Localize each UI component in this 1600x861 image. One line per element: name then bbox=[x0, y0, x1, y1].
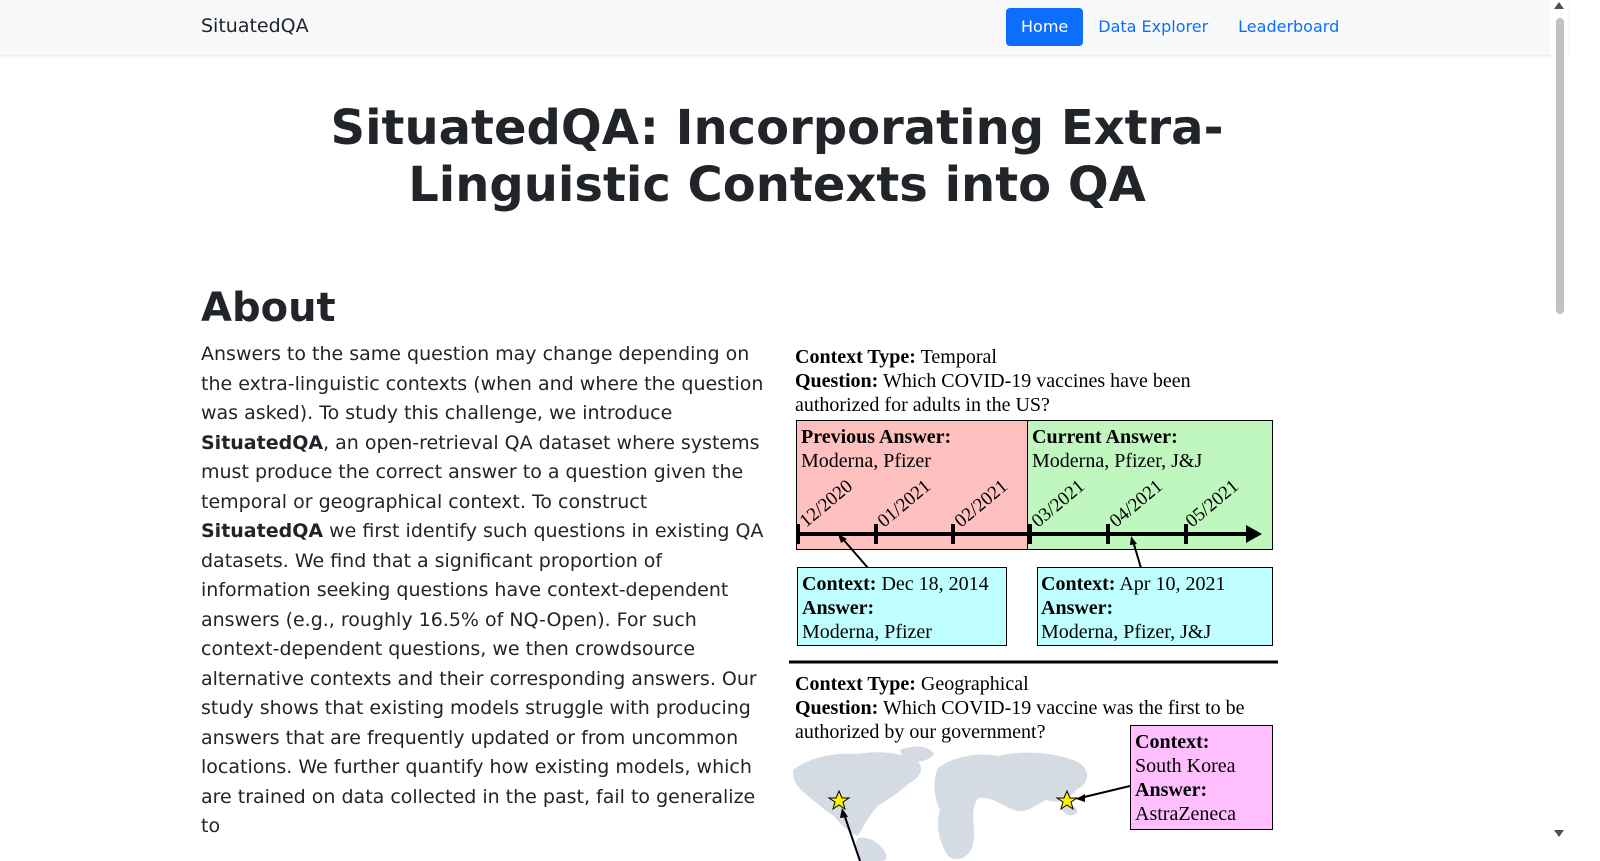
temporal-question-line1: Question: Which COVID-19 vaccines have been bbox=[795, 370, 1191, 392]
right-answer-label: Answer: bbox=[1041, 597, 1114, 619]
nav-leaderboard[interactable]: Leaderboard bbox=[1238, 17, 1340, 36]
top-navbar bbox=[0, 0, 1568, 56]
timeline-arrowhead-icon bbox=[1246, 525, 1262, 543]
geo-answer-value: AstraZeneca bbox=[1135, 803, 1237, 825]
about-bold-2: SituatedQA bbox=[201, 520, 324, 542]
temporal-question-line2: authorized for adults in the US? bbox=[795, 394, 1050, 416]
left-context-pointer bbox=[842, 538, 868, 568]
current-answer-value: Moderna, Pfizer, J&J bbox=[1032, 450, 1203, 472]
tick-label: 12/2020 bbox=[795, 475, 857, 532]
scroll-up-icon[interactable] bbox=[1554, 2, 1564, 9]
greenland-shape bbox=[900, 747, 934, 762]
previous-answer-value: Moderna, Pfizer bbox=[801, 450, 931, 472]
nav-home[interactable]: Home bbox=[1006, 8, 1083, 46]
left-answer-label: Answer: bbox=[802, 597, 875, 619]
situatedqa-figure bbox=[788, 340, 1280, 861]
about-bold-1: SituatedQA bbox=[201, 431, 324, 454]
previous-answer-label: Previous Answer: bbox=[801, 426, 952, 448]
right-answer-value: Moderna, Pfizer, J&J bbox=[1041, 621, 1212, 643]
left-answer-value: Moderna, Pfizer bbox=[802, 621, 932, 643]
current-answer-label: Current Answer: bbox=[1032, 426, 1178, 448]
about-text-3: we first identify such questions in existing QA datasets. We find that a significant proportion of information seeking questions have context-dependent answers (e.g., roughly 16.5% of NQ-Open). For such context-dependent questions, we then crowdsource alternative contexts and their corresponding answers. Our study shows that existing models struggle with producing answers that are frequently updated or from uncommon locations. We further quantify how existing models, which are trained on data collected in the past, fail to generalize to bbox=[201, 520, 764, 837]
geo-context-label: Context: bbox=[1135, 731, 1210, 753]
tick-label: 04/2021 bbox=[1105, 475, 1167, 532]
north-america-shape bbox=[793, 752, 921, 836]
scroll-down-icon[interactable] bbox=[1554, 830, 1564, 837]
tick-label: 01/2021 bbox=[873, 475, 935, 532]
geo-question-line2: authorized by our government? bbox=[795, 721, 1046, 743]
korea-pointer bbox=[1080, 786, 1130, 798]
about-heading: About bbox=[201, 285, 336, 331]
scrollbar-thumb[interactable] bbox=[1556, 18, 1564, 314]
tick-label: 03/2021 bbox=[1027, 475, 1089, 532]
tick-label: 05/2021 bbox=[1181, 475, 1243, 532]
left-context-line: Context: Dec 18, 2014 bbox=[802, 573, 989, 595]
nav-data-explorer[interactable]: Data Explorer bbox=[1098, 17, 1209, 36]
tick-label: 02/2021 bbox=[950, 475, 1012, 532]
page-title: SituatedQA: Incorporating Extra-Linguistic Contexts into QA bbox=[330, 100, 1224, 213]
south-america-shape bbox=[856, 838, 887, 861]
pointer-arrowhead-icon bbox=[1130, 536, 1137, 545]
geo-question-line1: Question: Which COVID-19 vaccine was the first to be bbox=[795, 697, 1245, 719]
geo-answer-label: Answer: bbox=[1135, 779, 1208, 801]
right-context-line: Context: Apr 10, 2021 bbox=[1041, 573, 1226, 595]
about-paragraph bbox=[201, 340, 771, 842]
right-context-pointer bbox=[1133, 541, 1141, 568]
geo-context-value: South Korea bbox=[1135, 755, 1236, 777]
temporal-context-type: Context Type: Temporal bbox=[795, 346, 997, 368]
about-text-2: , an open-retrieval QA dataset where systems must produce the correct answer to a question given the temporal or geographical context. To construct bbox=[201, 431, 760, 513]
geo-context-type: Context Type: Geographical bbox=[795, 673, 1029, 695]
brand-link[interactable]: SituatedQA bbox=[201, 15, 309, 37]
about-text-1: Answers to the same question may change depending on the extra-linguistic contexts (when and where the question was asked). To study this challenge, we introduce bbox=[201, 343, 764, 424]
nav-links bbox=[1006, 8, 1354, 46]
